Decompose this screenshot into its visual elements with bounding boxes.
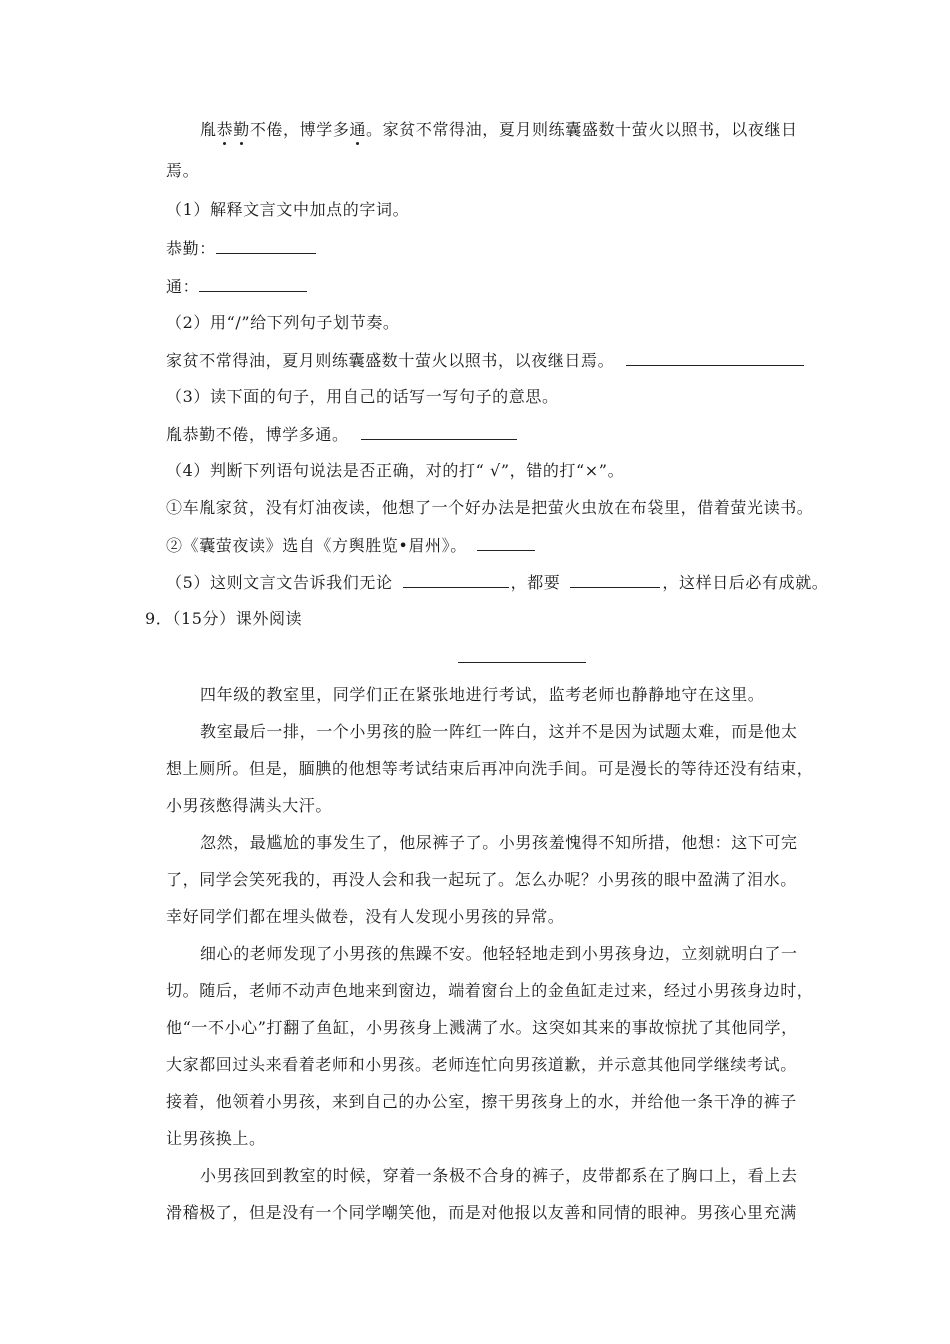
story-p4-line-6: 让男孩换上。	[166, 1129, 266, 1148]
q2-sentence-row	[166, 350, 808, 371]
q9-header: 9．（15分）课外阅读	[145, 609, 303, 628]
story-p3-line-3: 幸好同学们都在埋头做卷，没有人发现小男孩的异常。	[166, 907, 565, 926]
answer-blank-q3[interactable]	[361, 424, 517, 440]
q2-sentence: 家贫不常得油，夏月则练囊盛数十萤火以照书，以夜继日焉。	[166, 351, 615, 370]
dotted-char-gong: 恭	[216, 120, 234, 139]
story-p2-line-2: 想上厕所。但是，腼腆的他想等考试结束后再冲向洗手间。可是漫长的等待还没有结束，	[166, 759, 814, 778]
answer-blank-gongqin[interactable]	[216, 238, 316, 254]
story-title-blank[interactable]	[458, 662, 586, 663]
story-p2-line-1: 教室最后一排，一个小男孩的脸一阵红一阵白，这并不是因为试题太难，而是他太	[200, 722, 798, 741]
story-p4-line-3: 他“一不小心”打翻了鱼缸，小男孩身上溅满了水。这突如其来的事故惊扰了其他同学，	[166, 1018, 798, 1037]
passage-line-1	[200, 120, 798, 140]
dotted-char-tong: 通	[349, 120, 367, 139]
q5-part-1: （5）这则文言文告诉我们无论	[166, 573, 393, 592]
passage-text: 。家贫不常得油，夏月则练囊盛数十萤火以照书，以夜继日	[366, 120, 798, 139]
story-p1: 四年级的教室里，同学们正在紧张地进行考试，监考老师也静静地守在这里。	[200, 685, 765, 704]
q1-prompt: （1）解释文言文中加点的字词。	[166, 200, 410, 219]
q5-row	[166, 572, 828, 593]
story-p2-line-3: 小男孩憋得满头大汗。	[166, 796, 333, 815]
q2-prompt: （2）用“/”给下列句子划节奏。	[166, 313, 400, 332]
story-p4-line-1: 细心的老师发现了小男孩的焦躁不安。他轻轻地走到小男孩身边，立刻就明白了一	[200, 944, 798, 963]
passage-line-2: 焉。	[166, 161, 200, 180]
answer-blank-q4-2[interactable]	[477, 535, 535, 551]
answer-blank-q5-1[interactable]	[403, 572, 509, 588]
q1-item-2	[166, 276, 311, 297]
q3-prompt: （3）读下面的句子，用自己的话写一写句子的意思。	[166, 387, 559, 406]
dotted-char-qin: 勤	[233, 120, 250, 139]
story-p5-line-1: 小男孩回到教室的时候，穿着一条极不合身的裤子，皮带都系在了胸口上，看上去	[200, 1166, 798, 1185]
q3-sentence: 胤恭勤不倦，博学多通。	[166, 425, 349, 444]
answer-blank-q5-2[interactable]	[570, 572, 660, 588]
q1-item-2-label: 通：	[166, 277, 200, 296]
q4-item-2: ②《囊萤夜读》选自《方舆胜览•眉州》。	[166, 536, 467, 555]
q1-item-1	[166, 238, 320, 259]
story-p4-line-4: 大家都回过头来看着老师和小男孩。老师连忙向男孩道歉，并示意其他同学继续考试。	[166, 1055, 797, 1074]
answer-blank-q2[interactable]	[626, 350, 804, 366]
passage-text: 胤	[200, 120, 217, 139]
q1-item-1-label: 恭勤：	[166, 239, 216, 258]
q4-prompt: （4）判断下列语句说法是否正确，对的打“ √”，错的打“×”。	[166, 461, 625, 480]
q3-sentence-row	[166, 424, 521, 445]
q5-part-3: ，这样日后必有成就。	[662, 573, 829, 592]
story-p5-line-2: 滑稽极了，但是没有一个同学嘲笑他，而是对他报以友善和同情的眼神。男孩心里充满	[166, 1203, 797, 1222]
passage-text: 不倦，博学多	[249, 120, 350, 139]
q5-part-2: ，都要	[510, 573, 561, 592]
story-p3-line-1: 忽然，最尴尬的事发生了，他尿裤子了。小男孩羞愧得不知所措，他想：这下可完	[200, 833, 798, 852]
q4-item-1: ①车胤家贫，没有灯油夜读，他想了一个好办法是把萤火虫放在布袋里，借着萤光读书。	[166, 498, 814, 517]
story-p4-line-5: 接着，他领着小男孩，来到自己的办公室，擦干男孩身上的水，并给他一条干净的裤子	[166, 1092, 797, 1111]
q4-item-2-row	[166, 535, 539, 556]
story-p3-line-2: 了，同学会笑死我的，再没人会和我一起玩了。怎么办呢？小男孩的眼中盈满了泪水。	[166, 870, 797, 889]
story-p4-line-2: 切。随后，老师不动声色地来到窗边，端着窗台上的金鱼缸走过来，经过小男孩身边时，	[166, 981, 814, 1000]
answer-blank-tong[interactable]	[199, 276, 307, 292]
